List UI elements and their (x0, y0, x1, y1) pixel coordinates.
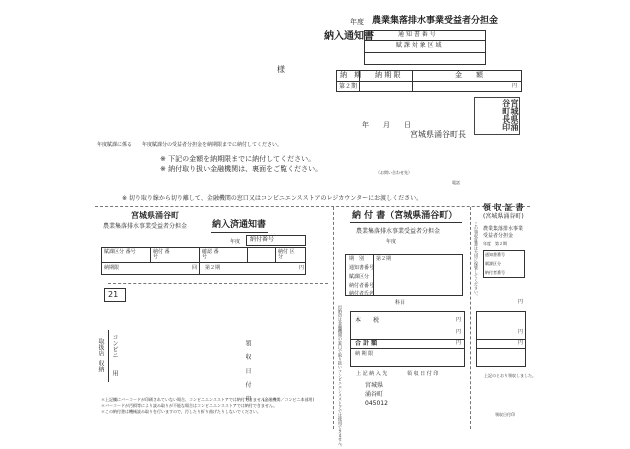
right-town: (宮城県涌谷町) (483, 213, 524, 220)
left-stamp-col-3: 収納 (97, 360, 104, 372)
mid-yen-3: 円 (456, 329, 462, 335)
cut-instruction: ※ 切り取り線から切り離して、金融機関の窓口又はコンビニエンスストアのレジカウンターにお渡しください。 (122, 195, 423, 202)
mid-yen-2: 円 (456, 340, 462, 346)
left-receipt-stamp: 領 収 日 付 印 (244, 340, 251, 405)
mayor-name: 宮城県涌谷町長 (410, 130, 466, 139)
left-foot-3: ＊この納付書は機械読み取りを行いますので、汚したり折り曲げたりしないでください。 (101, 409, 261, 414)
right-yen-2: 円 (518, 329, 524, 335)
mid-subtitle: 農業集落排水事業受益者分担金 (356, 228, 441, 235)
left-stamp-col-4: 用 (111, 370, 118, 376)
mid-fuka-label: 賦課区分 (349, 274, 370, 280)
mid-dest-town: 宮城県 (365, 382, 384, 389)
right-fuka: 賦課区分 (485, 261, 501, 266)
right-received: 上記のとおり領収しました。 (484, 373, 536, 378)
term-header: 納 期 (340, 71, 361, 79)
left-title: 納入済通知書 (212, 220, 267, 230)
note-2: ※ 納付取り扱い金融機関は、裏面をご覧ください。 (160, 165, 323, 173)
mid-term-value: 第２期 (376, 256, 392, 262)
left-payment-number-label: 納付番号 (250, 236, 275, 243)
notice-title: 納入通知書 (324, 31, 374, 42)
issue-date: 年 月 日 (362, 121, 411, 129)
notice-number-label: 通 知 書 番 号 (398, 31, 436, 38)
mid-nofusha-name-label: 納付者氏名 (349, 291, 375, 297)
left-col-fuka: 賦課区分 番号 (104, 249, 136, 255)
yen-unit: 円 (512, 83, 518, 89)
contact-label: （お問い合わせ先） (376, 170, 412, 175)
mid-receiver: 上 記 納 入 先 (356, 371, 388, 377)
mid-cut-line (470, 207, 471, 429)
mid-nofusha-label: 納付者番号 (349, 283, 375, 289)
left-town: 宮城県涌谷町 (131, 211, 179, 220)
mid-kanmoku: 科目 (395, 300, 406, 306)
left-col-kubun: 納付 区分 (278, 249, 295, 260)
left-col-nofu: 納付 番号 (153, 249, 170, 260)
note-1: ※ 下記の金額を納期限までに納付してください。 (160, 155, 316, 163)
mid-yen-1: 円 (456, 317, 462, 323)
mid-dest-town-2: 涌谷町 (365, 391, 384, 398)
left-foot-1: ＊上記欄にバーコードが印刷されていない場合、コンビニエンスストアでは納付できません。 (101, 397, 270, 402)
left-foot-4: (金融機関／コンビニ本部用) (263, 397, 315, 402)
left-box-21-text: 21 (108, 290, 119, 299)
fiscal-year-label: 年度 (350, 18, 364, 26)
mid-deadline: 納 期 限 (355, 351, 374, 357)
left-nendo: 年度 (230, 239, 241, 245)
tel-label: 電話 (452, 180, 460, 185)
left-kai: 回 (192, 265, 198, 271)
left-yen: 円 (299, 265, 305, 271)
mid-dest-code: 045012 (365, 400, 388, 407)
intro-line: 年度賦課に係る 年度賦課分の受益者分担金を納期限までに納付してください。 (97, 142, 283, 148)
right-stamp: 領収日付印 (495, 412, 515, 417)
mid-term-label: 期 別 (349, 256, 365, 262)
right-sub-1: 農業集落排水事業 (483, 226, 524, 232)
left-col-kakunin: 確認 番号 (202, 249, 219, 260)
mid-honzei: 本 税 (355, 317, 380, 324)
left-stamp-col-2: コンビニ (111, 334, 118, 358)
left-stamp-col-1: 取扱店 (97, 338, 104, 356)
right-side-note: この領収証書は大切に保管してください。 (474, 222, 479, 298)
right-yen-1: 円 (518, 299, 524, 305)
right-yen-3: 円 (518, 340, 524, 346)
left-cut-line (333, 207, 334, 429)
mid-total: 合 計 額 (355, 340, 378, 347)
recipient-sama: 様 (277, 65, 285, 74)
right-sub-2: 受益者分担金 (483, 233, 514, 239)
left-subtitle: 農業集落排水事業受益者分担金 (103, 223, 188, 230)
deadline-header: 納 期 限 (375, 71, 401, 79)
mayor-seal: 宮城県涌谷町長印 (474, 97, 520, 135)
right-nofusha: 納付者番号 (485, 270, 505, 275)
left-term: 第２期 (205, 265, 221, 271)
mid-title: 納 付 書（宮城県涌谷町） (352, 211, 458, 221)
right-tsuchi: 通知書番号 (485, 252, 505, 257)
area-label: 賦 課 対 象 区 域 (396, 42, 442, 49)
right-nendo: 年度 第２期 (483, 241, 507, 246)
doc-title: 農業集落排水事業受益者分担金 (372, 16, 499, 26)
amount-header: 金 額 (455, 71, 483, 79)
left-deadline: 納期限 (104, 265, 120, 271)
cut-line (95, 206, 530, 207)
term-value: 第２期 (339, 83, 358, 90)
mid-side-note: 出納員は金融機関の窓口で取り扱いコンビニエンスストアでは使用できません。 (338, 305, 343, 449)
right-title: 領 収 証 書 (483, 203, 524, 212)
mid-recv-stamp: 領 収 日 付 印 (407, 371, 439, 377)
mid-nendo: 年度 (386, 239, 397, 245)
mid-tsuchi-label: 通知書番号 (349, 265, 375, 271)
left-foot-2: ＊バーコードが汚損等により読み取りが不能な場合はコンビニエンスストアでは納付できません。 (101, 403, 278, 408)
